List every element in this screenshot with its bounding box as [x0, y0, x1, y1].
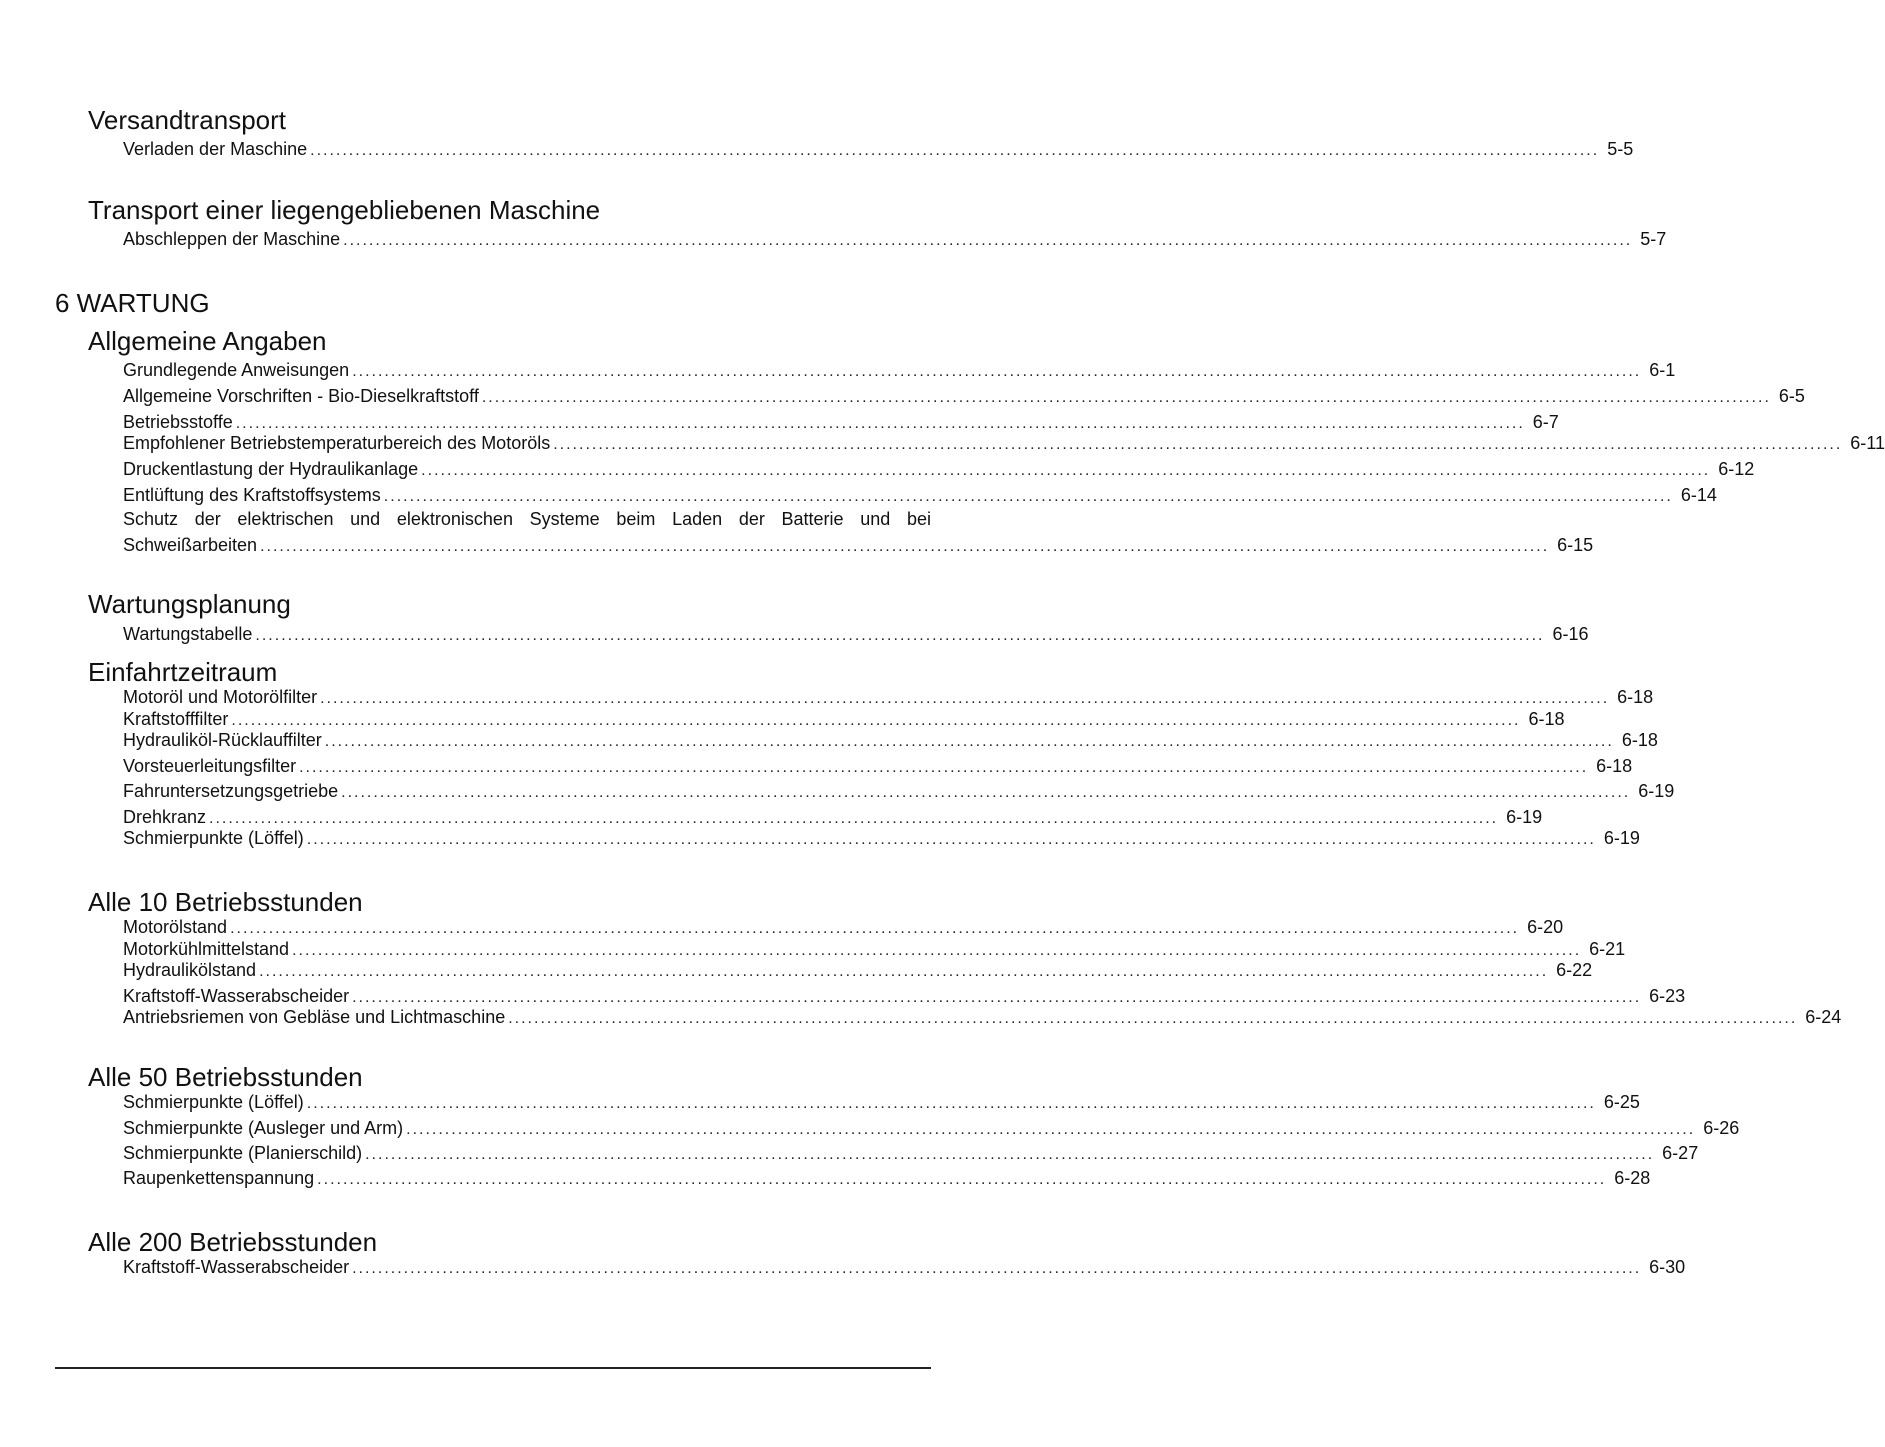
toc-entry-page: 6-19 [1603, 828, 1640, 848]
toc-entry-label: Motoröl und Motorölfilter [123, 687, 318, 707]
toc-entry[interactable] [123, 1004, 1842, 1028]
toc-entry-page: 6-18 [1528, 709, 1565, 729]
toc-leader: ........................................................................................................................................................................................................ [306, 831, 1596, 848]
toc-entry-page: 6-5 [1778, 386, 1805, 406]
toc-entry-label: Empfohlener Betriebstemperaturbereich des Motoröls [123, 433, 551, 453]
toc-leader: ........................................................................................................................................................................................................ [383, 488, 1673, 505]
toc-entry-label: Schmierpunkte (Löffel) [123, 1092, 304, 1112]
toc-entry-label: Motorölstand [123, 917, 228, 937]
section-title-einfahrtzeitraum: Einfahrtzeitraum [88, 657, 278, 687]
toc-entry-page: 5-5 [1607, 139, 1634, 159]
toc-entry-label: Betriebsstoffe [123, 412, 233, 432]
toc-entry-label: Entlüftung des Kraftstoffsystems [123, 485, 381, 505]
toc-entry-page: 6-12 [1718, 459, 1755, 479]
section-title-alle-10-betriebsstunden: Alle 10 Betriebsstunden [88, 887, 363, 917]
toc-entry-page: 5-7 [1640, 229, 1667, 249]
toc-entry-label: Vorsteuerleitungsfilter [123, 756, 297, 776]
toc-entry[interactable] [123, 684, 1654, 708]
toc-entry-label: Wartungstabelle [123, 624, 253, 644]
toc-entry[interactable] [123, 621, 1589, 645]
toc-entry[interactable] [123, 226, 1667, 250]
toc-leader: ........................................................................................................................................................................................................ [320, 690, 1610, 707]
toc-leader: ........................................................................................................................................................................................................ [343, 232, 1633, 249]
toc-entry-label: Schmierpunkte (Ausleger und Arm) [123, 1118, 404, 1138]
toc-entry-label: Kraftstoff-Wasserabscheider [123, 986, 350, 1006]
toc-leader: ........................................................................................................................................................................................................ [209, 810, 1499, 827]
toc-leader: ........................................................................................................................................................................................................ [317, 1171, 1607, 1188]
toc-entry-label: Kraftstoff-Wasserabscheider [123, 1257, 350, 1277]
toc-leader: ........................................................................................................................................................................................................ [255, 627, 1545, 644]
toc-entry-label: Motorkühlmittelstand [123, 939, 290, 959]
toc-entry-long-line1[interactable]: Schutz der elektrischen und elektronischen Systeme beim Laden der Batterie und bei [123, 509, 931, 529]
toc-entry-page: 6-11 [1850, 433, 1885, 453]
toc-entry-label: Grundlegende Anweisungen [123, 360, 350, 380]
toc-entry-page: 6-19 [1638, 781, 1675, 801]
toc-entry[interactable] [123, 727, 1658, 751]
toc-entry-page: 6-24 [1805, 1007, 1842, 1027]
chapter-title: 6 WARTUNG [55, 288, 210, 318]
toc-entry[interactable] [123, 957, 1593, 981]
toc-entry-page: 6-23 [1649, 986, 1686, 1006]
toc-entry-label: Drehkranz [123, 807, 207, 827]
toc-leader: ........................................................................................................................................................................................................ [421, 462, 1711, 479]
toc-entry[interactable] [123, 825, 1640, 849]
toc-leader: ........................................................................................................................................................................................................ [230, 920, 1520, 937]
toc-entry-label: Hydraulikölstand [123, 960, 257, 980]
toc-entry[interactable] [123, 1165, 1651, 1189]
toc-leader: ........................................................................................................................................................................................................ [310, 142, 1600, 159]
toc-leader: ........................................................................................................................................................................................................ [352, 989, 1642, 1006]
toc-entry-page: 6-18 [1621, 730, 1658, 750]
footer-rule [55, 1367, 931, 1369]
toc-entry-label: Schmierpunkte (Löffel) [123, 828, 304, 848]
toc-entry-page: 6-7 [1532, 412, 1559, 432]
toc-leader: ........................................................................................................................................................................................................ [306, 1095, 1596, 1112]
toc-entry-label: Hydrauliköl-Rücklauffilter [123, 730, 322, 750]
section-title-allgemeine-angaben: Allgemeine Angaben [88, 326, 327, 356]
toc-leader: ........................................................................................................................................................................................................ [235, 415, 1525, 432]
toc-entry[interactable] [123, 357, 1676, 381]
toc-entry-page: 6-16 [1552, 624, 1589, 644]
toc-entry-page: 6-19 [1506, 807, 1543, 827]
toc-entry-page: 6-26 [1703, 1118, 1740, 1138]
toc-entry[interactable] [123, 532, 1594, 556]
toc-leader: ........................................................................................................................................................................................................ [341, 784, 1631, 801]
toc-entry[interactable] [123, 1140, 1699, 1164]
toc-entry-page: 6-30 [1649, 1257, 1686, 1277]
toc-entry[interactable] [123, 1115, 1740, 1139]
toc-entry-label: Schmierpunkte (Planierschild) [123, 1143, 363, 1163]
toc-leader: ........................................................................................................................................................................................................ [292, 942, 1582, 959]
toc-entry[interactable] [123, 482, 1717, 506]
toc-leader: ........................................................................................................................................................................................................ [260, 538, 1550, 555]
toc-entry-page: 6-20 [1527, 917, 1564, 937]
toc-entry-label: Fahruntersetzungsgetriebe [123, 781, 339, 801]
toc-entry[interactable] [123, 136, 1634, 160]
toc-leader: ........................................................................................................................................................................................................ [352, 363, 1642, 380]
toc-entry[interactable] [123, 383, 1805, 407]
toc-entry-label: Allgemeine Vorschriften - Bio-Dieselkraftstoff [123, 386, 479, 406]
section-title-wartungsplanung: Wartungsplanung [88, 589, 291, 619]
section-title-alle-50-betriebsstunden: Alle 50 Betriebsstunden [88, 1062, 363, 1092]
toc-entry-label: Abschleppen der Maschine [123, 229, 341, 249]
toc-leader: ........................................................................................................................................................................................................ [481, 389, 1771, 406]
toc-entry-label: Kraftstofffilter [123, 709, 229, 729]
toc-leader: ........................................................................................................................................................................................................ [365, 1146, 1655, 1163]
toc-entry-label: Druckentlastung der Hydraulikanlage [123, 459, 419, 479]
toc-leader: ........................................................................................................................................................................................................ [299, 759, 1589, 776]
toc-entry-page: 6-28 [1614, 1168, 1651, 1188]
toc-entry[interactable] [123, 456, 1755, 480]
toc-leader: ........................................................................................................................................................................................................ [352, 1260, 1642, 1277]
toc-entry-label: Schweißarbeiten [123, 535, 258, 555]
toc-entry[interactable] [123, 1089, 1640, 1113]
section-title-versandtransport: Versandtransport [88, 105, 287, 135]
toc-entry-page: 6-1 [1649, 360, 1676, 380]
toc-leader: ........................................................................................................................................................................................................ [553, 436, 1843, 453]
toc-entry[interactable] [123, 753, 1633, 777]
toc-entry-page: 6-15 [1557, 535, 1594, 555]
section-title-alle-200-betriebsstunden: Alle 200 Betriebsstunden [88, 1227, 378, 1257]
toc-entry-page: 6-18 [1596, 756, 1633, 776]
toc-leader: ........................................................................................................................................................................................................ [324, 733, 1614, 750]
toc-entry-page: 6-18 [1617, 687, 1654, 707]
toc-leader: ........................................................................................................................................................................................................ [259, 963, 1549, 980]
toc-entry-label: Raupenkettenspannung [123, 1168, 315, 1188]
toc-entry-page: 6-14 [1680, 485, 1717, 505]
toc-entry-page: 6-25 [1603, 1092, 1640, 1112]
toc-entry[interactable] [123, 778, 1675, 802]
toc-entry[interactable] [123, 914, 1564, 938]
toc-entry-label: Antriebsriemen von Gebläse und Lichtmaschine [123, 1007, 506, 1027]
toc-entry[interactable] [123, 430, 1885, 454]
toc-entry-page: 6-22 [1556, 960, 1593, 980]
toc-entry-label: Verladen der Maschine [123, 139, 308, 159]
toc-entry-page: 6-21 [1589, 939, 1626, 959]
toc-entry[interactable] [123, 1254, 1686, 1278]
toc-leader: ........................................................................................................................................................................................................ [508, 1010, 1798, 1027]
toc-entry-page: 6-27 [1662, 1143, 1699, 1163]
toc-leader: ........................................................................................................................................................................................................ [406, 1121, 1696, 1138]
toc-leader: ........................................................................................................................................................................................................ [231, 712, 1521, 729]
section-title-transport: Transport einer liegengebliebenen Maschine [88, 195, 601, 225]
